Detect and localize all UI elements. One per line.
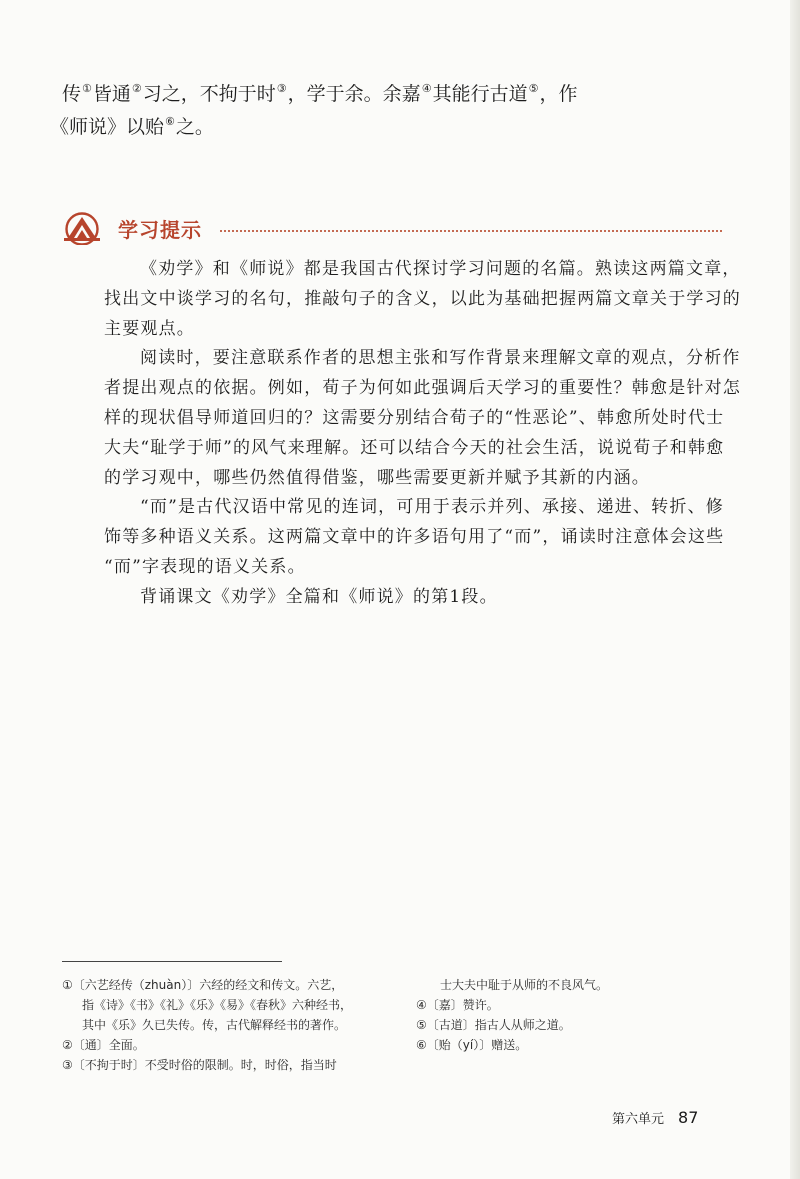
- section-header: [62, 206, 722, 250]
- footnote-1-line: 指《诗》《书》《礼》《乐》《易》《春秋》六种经书，: [82, 998, 353, 1012]
- text-segment: ，作: [539, 83, 578, 105]
- text-segment: ，学于余。余嘉④: [287, 81, 432, 105]
- text-segment: 其能行古道⑤: [432, 81, 539, 105]
- footnote-rule: [62, 961, 282, 962]
- footnote-2: ②〔通〕全面。: [62, 1038, 145, 1052]
- footnote-6: ⑥〔贻（yí）〕赠送。: [416, 1038, 528, 1052]
- continued-text-line-1: [62, 78, 582, 111]
- text-line: 找出文中谈学习的名句，推敲句子的含义，以此为基础把握两篇文章关于学习的: [104, 288, 741, 309]
- footnote-5: ⑤〔古道〕指古人从师之道。: [416, 1018, 571, 1032]
- continued-text: [50, 78, 582, 144]
- text-line: 样的现状倡导师道回归的？这需要分别结合荀子的“性恶论”、韩愈所处时代士: [104, 407, 725, 428]
- footnote-1: ①〔六艺经传（zhuàn）〕六经的经文和传文。六艺，: [62, 978, 344, 992]
- paragraph: [104, 344, 741, 493]
- footnote-marker: ⑥: [165, 114, 175, 128]
- footnote-1-line: 其中《乐》久已失传。传，古代解释经书的著作。: [82, 1018, 347, 1032]
- paragraph: [104, 255, 741, 344]
- text-segment: 之。: [175, 116, 214, 138]
- text-line: 饰等多种语义关系。这两篇文章中的许多语句用了“而”，诵读时注意体会这些: [104, 527, 725, 548]
- footnote-marker: ①: [82, 81, 92, 95]
- text-segment: 传①: [62, 81, 92, 105]
- text-line: 者提出观点的依据。例如，荀子为何如此强调后天学习的重要性？韩愈是针对怎: [104, 378, 741, 399]
- text-segment: 习之，不拘于时③: [142, 81, 287, 105]
- footnotes-right: [416, 975, 716, 1055]
- footnotes-left: [62, 975, 402, 1075]
- text-line: “而”字表现的语义关系。: [104, 556, 306, 577]
- text-segment: 皆通②: [92, 81, 142, 105]
- unit-label: 第六单元: [612, 1112, 665, 1127]
- text-line: 《劝学》和《师说》都是我国古代探讨学习问题的名篇。熟读这两篇文章，: [140, 259, 741, 279]
- section-divider: [220, 230, 722, 232]
- text-segment: 《师说》以贻⑥: [50, 114, 175, 138]
- continued-text-line-2: [50, 111, 582, 144]
- page-edge: [790, 0, 800, 1179]
- section-title: 学习提示: [118, 217, 202, 242]
- study-tips-icon: [62, 211, 102, 245]
- text-line: 背诵课文《劝学》全篇和《师说》的第1段。: [140, 586, 498, 607]
- footnote-4: ④〔嘉〕赞许。: [416, 998, 499, 1012]
- paragraph: [104, 493, 725, 582]
- text-line: “而”是古代汉语中常见的连词，可用于表示并列、承接、递进、转折、修: [140, 497, 724, 518]
- study-tips-body: [104, 255, 741, 613]
- footnote-marker: ②: [131, 81, 142, 95]
- page-footer: [612, 1108, 742, 1127]
- text-line: 大夫“耻学于师”的风气来理解。还可以结合今天的社会生活，说说荀子和韩愈: [104, 437, 725, 458]
- footnote-marker: ③: [276, 81, 287, 95]
- footnote-3: ③〔不拘于时〕不受时俗的限制。时，时俗，指当时: [62, 1058, 337, 1072]
- footnote-3-continuation: 士大夫中耻于从师的不良风气。: [440, 978, 609, 992]
- page-number: 87: [678, 1108, 699, 1127]
- text-line: 主要观点。: [104, 318, 195, 339]
- footnote-marker: ⑤: [528, 81, 539, 95]
- footnote-marker: ④: [421, 81, 432, 95]
- text-line: 阅读时，要注意联系作者的思想主张和写作背景来理解文章的观点，分析作: [140, 348, 741, 369]
- text-line: 的学习观中，哪些仍然值得借鉴，哪些需要更新并赋予其新的内涵。: [104, 467, 650, 488]
- paragraph: [104, 583, 694, 613]
